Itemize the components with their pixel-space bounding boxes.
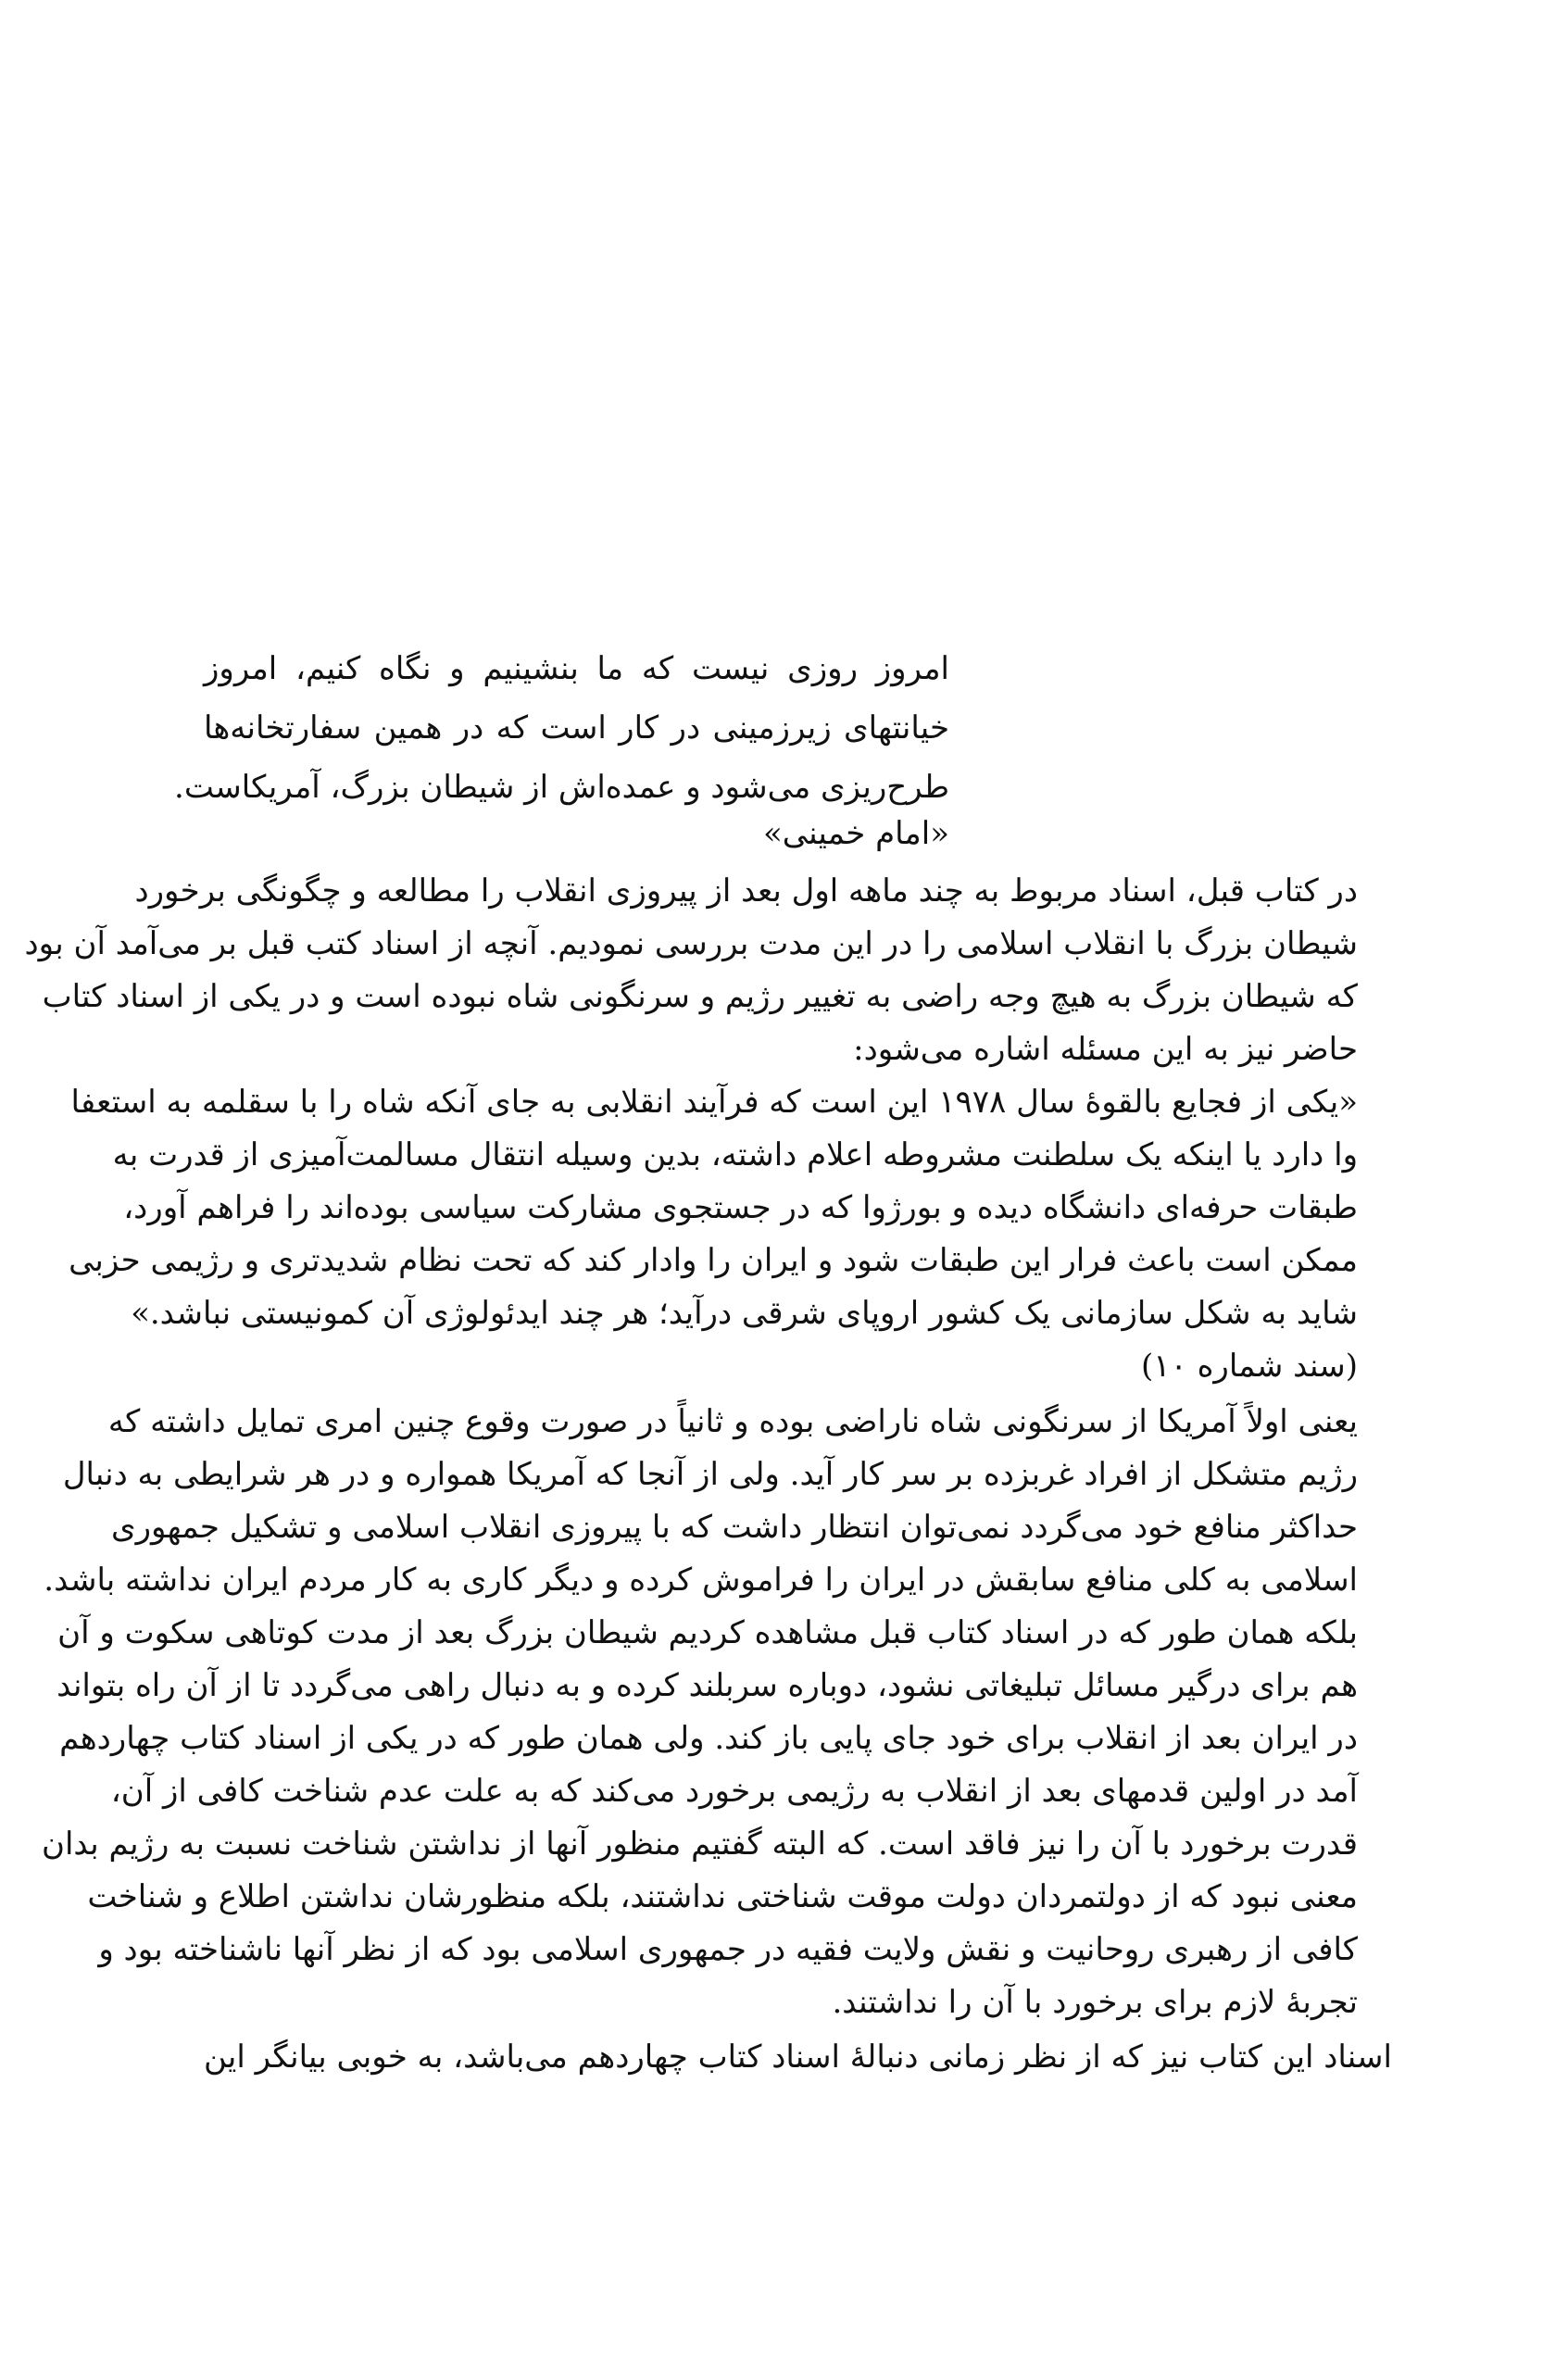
body-line: در ایران بعد از انقلاب برای خود جای پایی باز کند. ولی همان طور که در یکی از اسناد کتاب چهاردهم (59, 1720, 1358, 1757)
quote-line: طبقات حرفه‌ای دانشگاه دیده و بورژوا که در جستجوی مشارکت سیاسی بوده‌اند را فراهم آورد، (123, 1189, 1358, 1226)
epigraph-line-3: طرح‌ریزی می‌شود و عمده‌اش از شیطان بزرگ، آمریکاست. (174, 769, 949, 806)
body-line: تجربهٔ لازم برای برخورد با آن را نداشتند. (832, 1984, 1358, 2021)
body-line: اسناد این کتاب نیز که از نظر زمانی دنبالهٔ اسناد کتاب چهاردهم می‌باشد، به خوبی بیانگر این (203, 2039, 1392, 2076)
body-line: که شیطان بزرگ به هیچ وجه راضی به تغییر رژیم و سرنگونی شاه نبوده است و در یکی از اسناد کتاب (42, 978, 1358, 1015)
body-line: اسلامی به کلی منافع سابقش در ایران را فراموش کرده و دیگر کاری به کار مردم ایران نداشته باشد. (44, 1562, 1358, 1599)
quote-line: شاید به شکل سازمانی یک کشور اروپای شرقی درآید؛ هر چند ایدئولوژی آن کمونیستی نباشد.» (131, 1295, 1358, 1332)
quote-line: «یکی از فجایع بالقوهٔ سال ۱۹۷۸ این است که فرآیند انقلابی به جای آنکه شاه را با سقلمه به استعفا (70, 1084, 1358, 1121)
quote-line: وا دارد یا اینکه یک سلطنت مشروطه اعلام داشته، بدین وسیله انتقال مسالمت‌آمیزی از قدرت به (112, 1136, 1358, 1173)
body-line: معنی نبود که از دولتمردان دولت موقت شناختی نداشتند، بلکه منظورشان نداشتن اطلاع و شناخت (87, 1878, 1358, 1915)
body-line: کافی از رهبری روحانیت و نقش ولایت فقیه در جمهوری اسلامی بود که از نظر آنها ناشناخته بود و (98, 1931, 1358, 1968)
body-line: آمد در اولین قدمهای بعد از انقلاب به رژیمی برخورد می‌کند که به علت عدم شناخت کافی از آن، (110, 1773, 1358, 1810)
body-line: حداکثر منافع خود می‌گردد نمی‌توان انتظار داشت که با پیروزی انقلاب اسلامی و تشکیل جمهوری (111, 1509, 1358, 1546)
epigraph-attribution: «امام خمینی» (762, 815, 949, 852)
body-line: بلکه همان طور که در اسناد کتاب قبل مشاهده کردیم شیطان بزرگ بعد از مدت کوتاهی سکوت و آن (57, 1614, 1358, 1651)
body-line: رژیم متشکل از افراد غربزده بر سر کار آید. ولی از آنجا که آمریکا همواره و در هر شرایطی به دنبال (62, 1456, 1358, 1493)
body-line: یعنی اولاً آمریکا از سرنگونی شاه ناراضی بوده و ثانیاً در صورت وقوع چنین امری تمایل داشته که (107, 1403, 1358, 1440)
quote-source: (سند شماره ۱۰) (1140, 1348, 1358, 1385)
body-line: قدرت برخورد با آن را نیز فاقد است. که البته گفتیم منظور آنها از نداشتن شناخت نسبت به رژیم بدان (42, 1825, 1358, 1863)
epigraph-line-2: خیانتهای زیرزمینی در کار است که در همین سفارتخانه‌ها (204, 709, 949, 746)
body-line: هم برای درگیر مسائل تبلیغاتی نشود، دوباره سربلند کرده و به دنبال راهی می‌گردد تا از آن راه بتواند (56, 1667, 1358, 1704)
body-line: شیطان بزرگ با انقلاب اسلامی را در این مدت بررسی نمودیم. آنچه از اسناد کتب قبل بر می‌آمد آن بود (24, 925, 1358, 962)
quote-line: ممکن است باعث فرار این طبقات شود و ایران را وادار کند که تحت نظام شدیدتری و رژیمی حزبی (69, 1242, 1358, 1279)
epigraph-line-1: امروز روزی نیست که ما بنشینیم و نگاه کنیم، امروز (204, 650, 949, 687)
body-line: حاضر نیز به این مسئله اشاره می‌شود: (853, 1031, 1358, 1068)
body-line: در کتاب قبل، اسناد مربوط به چند ماهه اول بعد از پیروزی انقلاب را مطالعه و چگونگی برخورد (134, 872, 1358, 910)
